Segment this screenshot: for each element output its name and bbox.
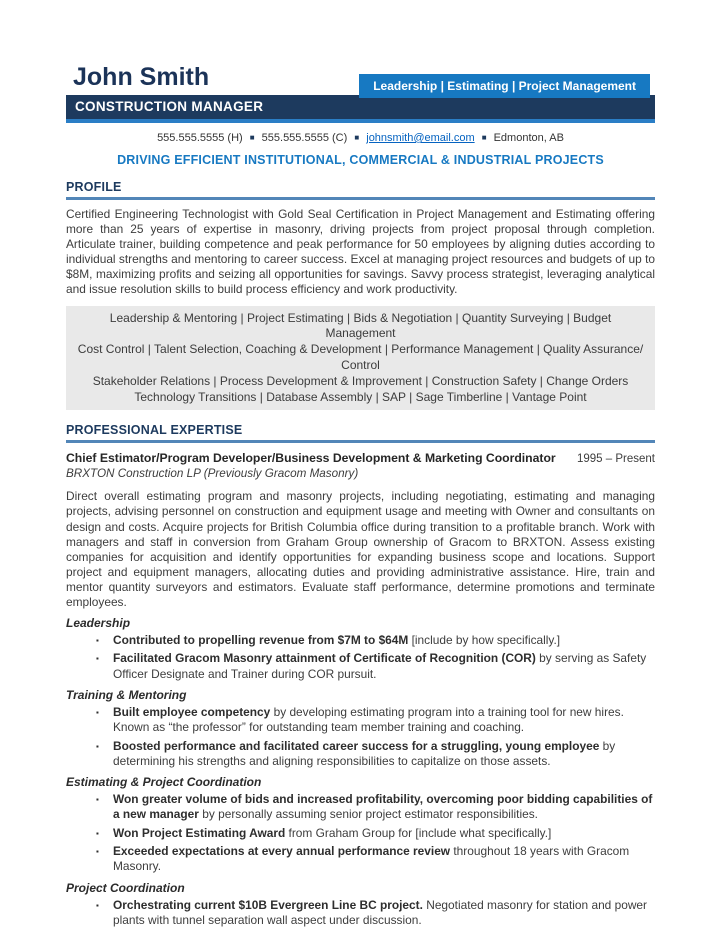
bullet-item: ▪ Built employee competency by developing estimating program into a training tool for new hires. Known as “the professor” for outstanding team member training and coaching.: [95, 705, 655, 736]
subsection-heading-leadership: Leadership: [66, 616, 131, 631]
job-company: BRXTON Construction LP (Previously Gracom Masonry): [66, 467, 359, 481]
section-heading-profile: PROFILE: [66, 180, 655, 200]
bullet-item: ▪ Exceeded expectations at every annual performance review throughout 18 years with Gracom Masonry.: [95, 844, 655, 875]
separator-square-icon: ■: [481, 133, 487, 142]
bullet-item: ▪ Orchestrating current $10B Evergreen Line BC project. Negotiated masonry for station and power plants with tunnel separation wall aspect under discussion.: [95, 898, 655, 929]
contact-line: [66, 132, 655, 144]
role-title-bar: CONSTRUCTION MANAGER: [66, 95, 655, 123]
header: [66, 62, 655, 95]
tagline: DRIVING EFFICIENT INSTITUTIONAL, COMMERCIAL & INDUSTRIAL PROJECTS: [117, 153, 604, 167]
bullet-item: ▪ Facilitated Gracom Masonry attainment of Certificate of Recognition (COR) by serving as Safety Officer Designate and Trainer during COR pursuit.: [95, 651, 655, 682]
job-dates: 1995 – Present: [576, 453, 655, 466]
bullet-item: ▪ Contributed to propelling revenue from $7M to $64M [include by how specifically.]: [95, 633, 655, 648]
job-summary: Direct overall estimating program and masonry projects, including negotiating, estimating and managing projects, advising personnel on construction and equipment usage and meeting with Owner and consultants on design and costs. Acquire projects for British Columbia office during transition to a profitable branch. Work with managers and staff in conversion from Graham Group ownership of Gracom to BRXTON. Assess existing companies for acquisition and identify opportunities for expanding business scope and locations. Support project and equipment managers, allocating duties and providing administrative assistance. Hire, train and mentor quantity surveyors and estimators. Evaluate staff performance, determine promotions and terminate employees.: [66, 489, 655, 609]
job-title: Chief Estimator/Program Developer/Business Development & Marketing Coordinator: [66, 451, 556, 466]
bullet-list-estimating: [95, 792, 655, 874]
bullet-item: ▪ Won greater volume of bids and increased profitability, overcoming poor bidding capabilities of a new manager by personally assuming senior project estimator responsibilities.: [95, 792, 655, 823]
separator-square-icon: ■: [354, 133, 360, 142]
bullet-list-training: [95, 705, 655, 769]
contact-location: Edmonton, AB: [493, 132, 564, 144]
subsection-heading-estimating: Estimating & Project Coordination: [66, 775, 262, 790]
bullet-item: ▪ Won Project Estimating Award from Graham Group for [include what specifically.]: [95, 826, 655, 841]
bullet-list-leadership: [95, 633, 655, 682]
subsection-heading-training: Training & Mentoring: [66, 687, 187, 702]
bullet-item: ▪ Boosted performance and facilitated career success for a struggling, young employee by determining his strengths and aligning responsibilities to capitalize on those assets.: [95, 739, 655, 770]
bullet-list-project-coordination: [95, 898, 655, 929]
contact-phone-home: 555.555.5555 (H): [157, 132, 243, 144]
job-header: [66, 451, 655, 465]
separator-square-icon: ■: [249, 133, 255, 142]
skills-line: Leadership & Mentoring | Project Estimating | Bids & Negotiation | Quantity Surveying | Budget Management: [109, 310, 612, 341]
skills-badge: Leadership | Estimating | Project Management: [359, 74, 650, 98]
profile-paragraph: Certified Engineering Technologist with Gold Seal Certification in Project Management and Estimating offering more than 25 years of expertise in masonry, driving projects from project proposal through completion. Articulate trainer, building competence and peak performance for 50 employees by aligning duties according to individual strengths and mentoring to career success. Excel at managing project resources and budgets of up to $8M, maximizing profits and seizing all opportunities for savings. Savvy process strategist, leveraging analytical and issue resolution skills to build process efficiency and work productivity.: [66, 207, 655, 297]
contact-phone-cell: 555.555.5555 (C): [261, 132, 348, 144]
contact-email-link[interactable]: johnsmith@email.com: [366, 132, 475, 144]
skills-line: Technology Transitions | Database Assembly | SAP | Sage Timberline | Vantage Point: [134, 389, 587, 404]
skills-box: [66, 306, 655, 411]
candidate-name: John Smith: [73, 63, 210, 91]
section-heading-expertise: PROFESSIONAL EXPERTISE: [66, 423, 655, 443]
skills-line: Stakeholder Relations | Process Development & Improvement | Construction Safety | Change Orders: [92, 373, 629, 388]
skills-line: Cost Control | Talent Selection, Coaching & Development | Performance Management | Quality Assurance/ Control: [77, 342, 644, 372]
subsection-heading-project-coordination: Project Coordination: [66, 880, 185, 895]
